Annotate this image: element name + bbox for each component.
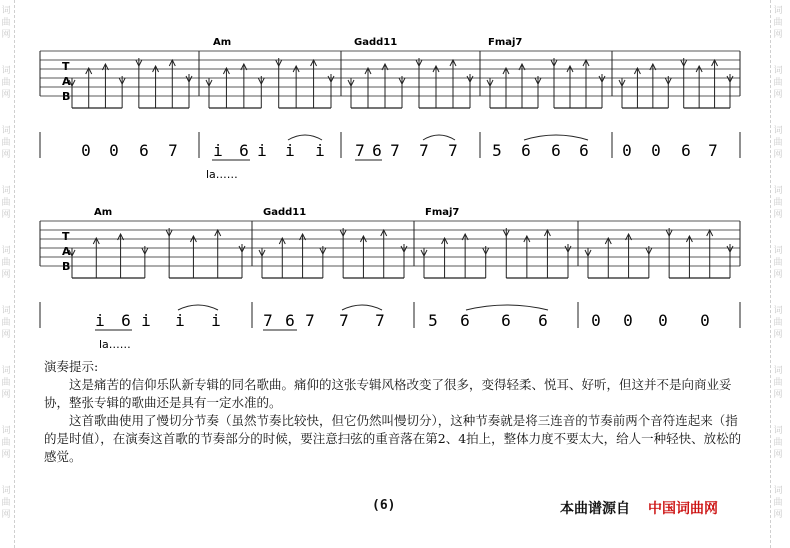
watermark-char: 曲 xyxy=(1,438,11,448)
slur xyxy=(342,305,382,310)
slur xyxy=(178,305,218,310)
slur xyxy=(524,135,588,140)
melody-note: 7 xyxy=(305,311,315,330)
watermark-char: 曲 xyxy=(773,258,783,268)
watermark-char: 网 xyxy=(773,30,783,40)
melody-note: 6 xyxy=(372,141,382,160)
melody-note: 6 xyxy=(538,311,548,330)
watermark-char: 词 xyxy=(1,486,11,496)
melody-note: 0 xyxy=(109,141,119,160)
melody-note: 0 xyxy=(623,311,633,330)
watermark-char: 词 xyxy=(1,246,11,256)
page-number: (6) xyxy=(372,498,396,513)
chord-label: Am xyxy=(94,207,113,218)
watermark-char: 网 xyxy=(1,330,11,340)
melody-note: 7 xyxy=(448,141,458,160)
melody-note: 0 xyxy=(658,311,668,330)
melody-note: 0 xyxy=(591,311,601,330)
melody-note: 7 xyxy=(708,141,718,160)
lyric: la…… xyxy=(99,338,131,351)
watermark-char: 词 xyxy=(773,126,783,136)
watermark-char: 网 xyxy=(1,90,11,100)
tab-clef-a: A xyxy=(62,245,71,258)
lyric: la…… xyxy=(206,168,238,181)
slur xyxy=(466,305,548,310)
watermark-char: 曲 xyxy=(773,198,783,208)
melody-note: i xyxy=(95,311,105,330)
tab-clef-t: T xyxy=(62,60,70,73)
watermark-char: 词 xyxy=(1,6,11,16)
watermark-char: 词 xyxy=(773,306,783,316)
watermark-char: 词 xyxy=(1,66,11,76)
watermark-char: 网 xyxy=(773,510,783,520)
watermark-char: 词 xyxy=(773,486,783,496)
melody-note: 6 xyxy=(501,311,511,330)
watermark-char: 网 xyxy=(773,450,783,460)
watermark-char: 网 xyxy=(1,30,11,40)
melody-note: i xyxy=(211,311,221,330)
chord-label: Fmaj7 xyxy=(488,37,523,48)
watermark-char: 曲 xyxy=(773,78,783,88)
watermark-char: 曲 xyxy=(773,378,783,388)
melody-note: 6 xyxy=(460,311,470,330)
chord-label: Gadd11 xyxy=(263,207,307,218)
melody-note: 6 xyxy=(121,311,131,330)
tab-clef-a: A xyxy=(62,75,71,88)
melody-note: 0 xyxy=(700,311,710,330)
melody-note: 6 xyxy=(551,141,561,160)
tips-paragraph-1: 这是痛苦的信仰乐队新专辑的同名歌曲。痛仰的这张专辑风格改变了很多，变得轻柔、悦耳、好听，但这并不是向商业妥协，整张专辑的歌曲还是具有一定水准的。 xyxy=(44,377,732,410)
melody-note: 0 xyxy=(622,141,632,160)
melody-note: i xyxy=(257,141,267,160)
tab-clef-b: B xyxy=(62,90,71,103)
slur xyxy=(288,135,322,140)
source-label: 本曲谱源自 xyxy=(560,501,630,517)
melody-note: 6 xyxy=(139,141,149,160)
slur xyxy=(423,135,455,140)
watermark-char: 曲 xyxy=(1,18,11,28)
tips-heading: 演奏提示: xyxy=(44,359,99,374)
melody-note: 5 xyxy=(428,311,438,330)
watermark-char: 曲 xyxy=(773,18,783,28)
watermark-char: 词 xyxy=(773,246,783,256)
melody-note: 7 xyxy=(390,141,400,160)
watermark-char: 词 xyxy=(773,6,783,16)
melody-note: 6 xyxy=(285,311,295,330)
melody-note: 7 xyxy=(168,141,178,160)
watermark-char: 词 xyxy=(1,126,11,136)
melody-note: 6 xyxy=(681,141,691,160)
performance-tips xyxy=(44,358,748,466)
chord-label: Gadd11 xyxy=(354,37,398,48)
watermark-char: 词 xyxy=(1,186,11,196)
tab-clef-t: T xyxy=(62,230,70,243)
watermark-char: 网 xyxy=(1,270,11,280)
watermark-char: 曲 xyxy=(1,378,11,388)
watermark-char: 曲 xyxy=(773,438,783,448)
watermark-char: 词 xyxy=(773,366,783,376)
melody-note: i xyxy=(285,141,295,160)
watermark-char: 网 xyxy=(773,90,783,100)
watermark-char: 曲 xyxy=(1,78,11,88)
watermark-char: 词 xyxy=(773,186,783,196)
melody-note: i xyxy=(213,141,223,160)
watermark-char: 曲 xyxy=(1,198,11,208)
watermark-char: 网 xyxy=(1,390,11,400)
source-credit xyxy=(560,498,718,518)
melody-note: i xyxy=(315,141,325,160)
watermark-char: 网 xyxy=(773,390,783,400)
melody-note: 7 xyxy=(419,141,429,160)
melody-note: 0 xyxy=(651,141,661,160)
melody-note: 7 xyxy=(375,311,385,330)
watermark-char: 网 xyxy=(1,150,11,160)
tips-paragraph-2: 这首歌曲使用了慢切分节奏（虽然节奏比较快，但它仍然叫慢切分），这种节奏就是将三连音的节奏前两个音符连起来（指的是时值），在演奏这首歌的节奏部分的时候，要注意扫弦的重音落在第2、4拍上，整体力度不要太大，给人一种轻快、放松的感觉。 xyxy=(44,413,742,464)
watermark-char: 网 xyxy=(773,270,783,280)
watermark-char: 网 xyxy=(1,450,11,460)
watermark-char: 网 xyxy=(773,210,783,220)
watermark-char: 曲 xyxy=(1,138,11,148)
chord-label: Am xyxy=(213,37,232,48)
watermark-char: 曲 xyxy=(1,258,11,268)
melody-note: 6 xyxy=(579,141,589,160)
brand-name: 中国词曲网 xyxy=(648,501,718,517)
melody-note: i xyxy=(175,311,185,330)
watermark-char: 曲 xyxy=(1,498,11,508)
watermark-char: 曲 xyxy=(773,318,783,328)
melody-note: 5 xyxy=(492,141,502,160)
watermark-char: 词 xyxy=(773,66,783,76)
melody-note: 0 xyxy=(81,141,91,160)
watermark-char: 词 xyxy=(1,426,11,436)
tab-system-2 xyxy=(0,170,790,370)
watermark-char: 曲 xyxy=(773,498,783,508)
watermark-char: 曲 xyxy=(773,138,783,148)
melody-note: 7 xyxy=(339,311,349,330)
watermark-char: 词 xyxy=(773,426,783,436)
melody-note: 7 xyxy=(355,141,365,160)
watermark-char: 网 xyxy=(1,210,11,220)
tab-clef-b: B xyxy=(62,260,71,273)
melody-note: 6 xyxy=(239,141,249,160)
melody-note: 7 xyxy=(263,311,273,330)
melody-note: 6 xyxy=(521,141,531,160)
melody-note: i xyxy=(141,311,151,330)
watermark-char: 词 xyxy=(1,306,11,316)
watermark-char: 网 xyxy=(773,150,783,160)
chord-label: Fmaj7 xyxy=(425,207,460,218)
watermark-char: 网 xyxy=(1,510,11,520)
watermark-char: 词 xyxy=(1,366,11,376)
watermark-char: 曲 xyxy=(1,318,11,328)
watermark-char: 网 xyxy=(773,330,783,340)
